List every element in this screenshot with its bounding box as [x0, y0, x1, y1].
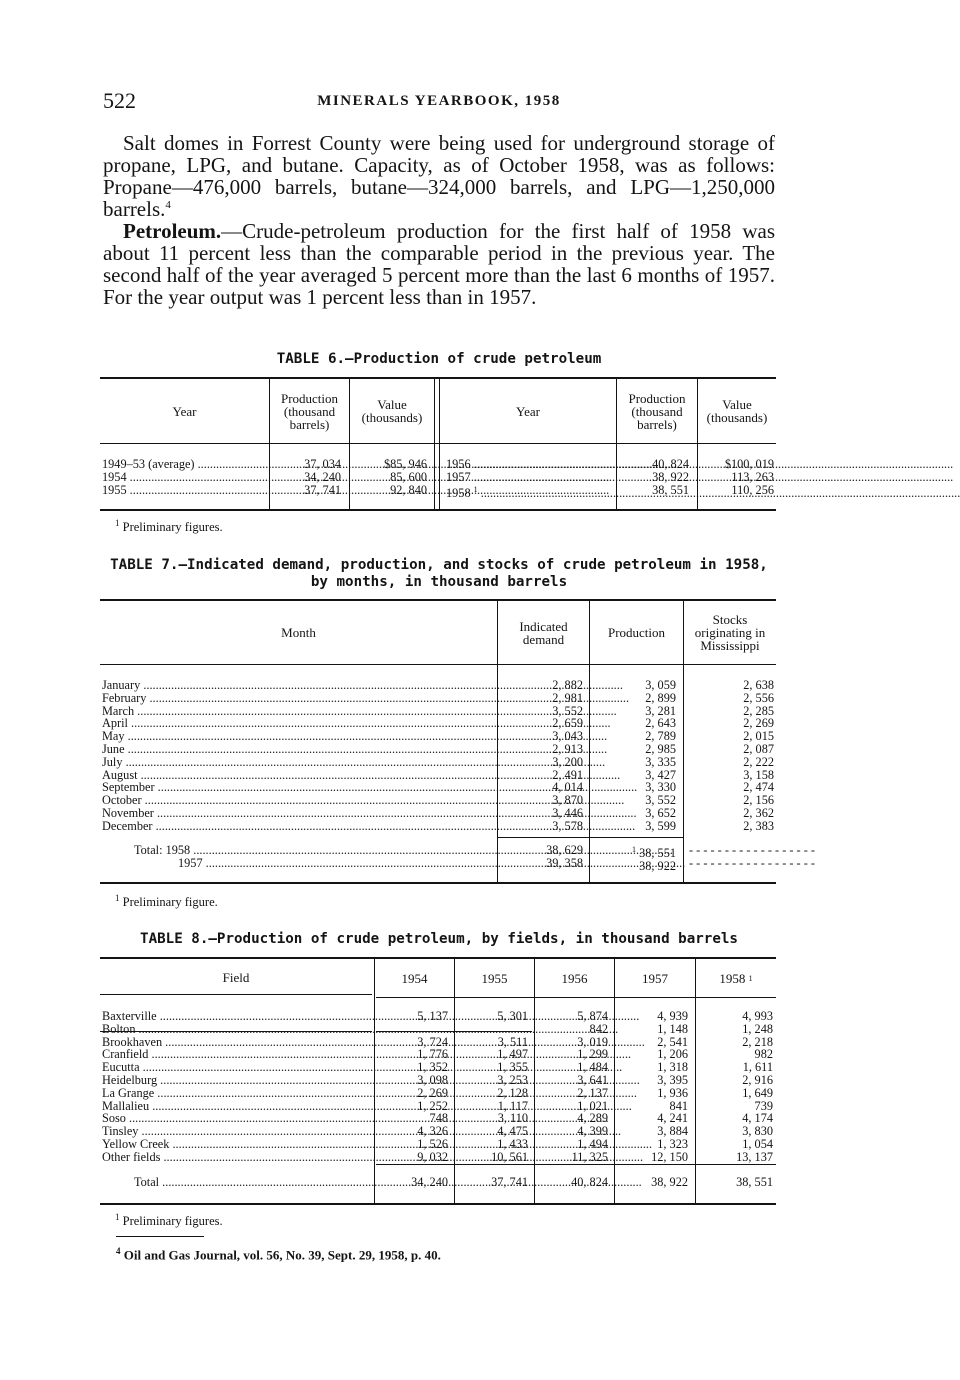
- table8-1955-list: [455, 1010, 528, 1164]
- table7-month-list: [102, 679, 492, 833]
- table7-caption-line2: by months, in thousand barrels: [310, 574, 568, 590]
- table-cell: 3, 158: [743, 767, 774, 782]
- table-cell: 3, 043: [552, 729, 583, 744]
- table-cell: 113, 263: [731, 469, 774, 484]
- table8-footnote-text: Preliminary figures.: [122, 1214, 223, 1229]
- table-cell: 2, 137: [577, 1085, 608, 1100]
- table-cell: 2, 285: [743, 703, 774, 718]
- table7-footnote: [115, 893, 218, 910]
- table-cell: 1, 148: [657, 1021, 688, 1036]
- table8-total-rule: [376, 1164, 776, 1165]
- table-cell-text: 38, 551: [639, 846, 676, 861]
- table-cell: 2, 128: [497, 1085, 528, 1100]
- footnote-mark: 4: [116, 1246, 121, 1256]
- table-cell: 1, 433: [497, 1136, 528, 1151]
- table-cell: 3, 446: [552, 805, 583, 820]
- table8-1954-list: [375, 1010, 448, 1164]
- table-row-label: Eucutta .....: [102, 1061, 370, 1074]
- table-cell: 1, 611: [742, 1060, 773, 1075]
- table-row-label: Soso .....: [102, 1112, 370, 1125]
- table-cell: 1, 776: [417, 1047, 448, 1062]
- table-row-label: La Grange .....: [102, 1087, 370, 1100]
- table-cell: 2, 643: [645, 716, 676, 731]
- running-head: [103, 88, 775, 114]
- table6-bottom-rule: [100, 509, 776, 511]
- table-cell: 3, 098: [417, 1072, 448, 1087]
- running-title: MINERALS YEARBOOK, 1958: [317, 93, 561, 109]
- table7-header-production: Production: [607, 625, 666, 640]
- table7-total-demand: [498, 844, 583, 870]
- table-row-label: Tinsley .....: [102, 1125, 370, 1138]
- table-cell: 92, 840: [390, 482, 427, 497]
- footnote-separator: [116, 1236, 204, 1237]
- table-row-label: Brookhaven .....: [102, 1036, 370, 1049]
- table-cell: 2, 087: [743, 741, 774, 756]
- table7-total-labels: [134, 844, 492, 870]
- table-cell: 2, 218: [742, 1034, 773, 1049]
- table8-caption: TABLE 8.—Production of crude petroleum, by fields, in thousand barrels: [140, 931, 738, 947]
- paragraph-petroleum-text: —Crude-petroleum production for the first half of 1958 was about 11 percent less than the comparable period in the previous year. The second half of the year averaged 5 percent more than the last 6 months of 1957. For the year output was 1 percent less than in 1957.: [103, 219, 775, 309]
- table-cell: 1, 117: [497, 1098, 528, 1113]
- table-cell: $85, 946: [383, 457, 427, 471]
- table-cell: 1, 054: [742, 1136, 773, 1151]
- table6-production-list-right: [617, 458, 689, 496]
- table7-header-stocks: Stocks originating in Mississippi: [694, 612, 766, 653]
- table-cell: 1, 352: [417, 1060, 448, 1075]
- table-cell: 2, 789: [645, 729, 676, 744]
- table-row-label: September .....: [102, 781, 492, 794]
- table-row-label: 1954 .....: [102, 471, 264, 484]
- table-cell: 2, 913: [552, 741, 583, 756]
- table-row-label: Cranfield .....: [102, 1048, 370, 1061]
- table-row-label: December .....: [102, 820, 492, 833]
- table8-1957-list: [615, 1010, 688, 1164]
- table-cell: 9, 032: [417, 1149, 448, 1164]
- table8-header-1958-text: 1958: [719, 970, 746, 986]
- table-cell: 3, 552: [645, 793, 676, 808]
- footnote-mark: 1: [115, 893, 120, 903]
- table-cell: 3, 870: [552, 793, 583, 808]
- table-cell: 37, 741: [491, 1175, 528, 1189]
- table6-header-production: Production (thousand barrels): [280, 390, 339, 432]
- table8-footnote: [115, 1212, 223, 1229]
- table-row-label: June .....: [102, 743, 492, 756]
- table6-header-year-right: Year: [516, 403, 540, 419]
- paragraph-salt-domes-text: Salt domes in Forrest County were being used for underground storage of propane, LPG, and butane. Capacity, as of October 1958, was as follows: Propane—476,000 barrels, butane—324,000 barrels, and LPG—1,250,000 barrels.: [103, 131, 775, 221]
- table-cell: 3, 395: [657, 1072, 688, 1087]
- table6-top-rule: [100, 377, 776, 379]
- table7-bottom-rule: [100, 882, 776, 884]
- table-cell: 110, 256: [731, 482, 774, 497]
- table-row-label: March .....: [102, 705, 492, 718]
- table-cell: 2, 638: [743, 678, 774, 692]
- table-row-label: August .....: [102, 769, 492, 782]
- table-row-label-text: 1958: [446, 485, 471, 500]
- table-cell: 2, 015: [743, 729, 774, 744]
- table-cell: 2, 916: [742, 1072, 773, 1087]
- table-cell: 2, 659: [552, 716, 583, 731]
- table-cell: 2, 269: [417, 1085, 448, 1100]
- table-cell: 4, 241: [657, 1111, 688, 1126]
- table-cell: 1, 526: [417, 1136, 448, 1151]
- table-row-label: February .....: [102, 692, 492, 705]
- paragraph-salt-domes: [103, 132, 775, 220]
- table-cell: 3, 019: [577, 1034, 608, 1049]
- table8-header-field: Field: [222, 969, 250, 985]
- table-cell: 1, 323: [657, 1136, 688, 1151]
- table-cell: 982: [754, 1047, 773, 1062]
- table-cell: 1, 021: [577, 1098, 608, 1113]
- table-cell: 38, 922: [652, 469, 689, 484]
- page-footnote: [116, 1246, 441, 1263]
- table-cell: 2, 362: [743, 805, 774, 820]
- table-cell: 3, 641: [577, 1072, 608, 1087]
- table8-total-1957: [615, 1176, 688, 1189]
- table-cell: 3, 830: [742, 1124, 773, 1139]
- table-cell: 5, 301: [497, 1009, 528, 1023]
- table-cell: 3, 253: [497, 1072, 528, 1087]
- table-cell: 1, 497: [497, 1047, 528, 1062]
- table-cell: [375, 1023, 448, 1036]
- table-cell: 38, 629: [546, 843, 583, 857]
- table-cell: 3, 335: [645, 754, 676, 769]
- footnote-ref-1: 1: [632, 845, 637, 854]
- table8-header-1956: 1956: [561, 970, 588, 986]
- table-cell: 4, 475: [497, 1124, 528, 1139]
- table-cell: 38, 922: [651, 1175, 688, 1189]
- table7-header-demand: Indicated demand: [519, 618, 568, 647]
- table-cell: 34, 240: [304, 469, 341, 484]
- table-cell: 3, 884: [657, 1124, 688, 1139]
- table-cell: 40, 824: [652, 457, 689, 471]
- footnote-ref-1: 1: [473, 484, 478, 494]
- table8-1958-list: [696, 1010, 773, 1164]
- table-cell: 13, 137: [736, 1149, 773, 1164]
- table-cell: 3, 200: [552, 754, 583, 769]
- table6-year-list-right: [446, 458, 612, 499]
- table8-header-1955: 1955: [481, 970, 508, 986]
- table6-footnote: [115, 518, 223, 535]
- table-cell: 2, 981: [552, 690, 583, 705]
- table-cell: 12, 150: [651, 1149, 688, 1164]
- table-cell: 10, 561: [491, 1149, 528, 1164]
- table-cell: 1, 355: [497, 1060, 528, 1075]
- table-cell: 2, 985: [645, 741, 676, 756]
- table6-header-value-right: Value (thousands): [706, 397, 768, 425]
- table-cell: 3, 724: [417, 1034, 448, 1049]
- table-cell: - - - - - - - - - - - - - - - - - -: [689, 855, 815, 870]
- table-cell: 3, 552: [552, 703, 583, 718]
- table-cell: 38, 922: [639, 858, 676, 873]
- table-row-label: Heidelburg .....: [102, 1074, 370, 1087]
- table7-total-production: [590, 844, 676, 873]
- table-cell: 85, 600: [390, 469, 427, 484]
- table-row-label: 1957 .....: [134, 857, 492, 870]
- table-cell: $100, 019: [724, 457, 774, 471]
- table6-footnote-text: Preliminary figures.: [122, 520, 223, 535]
- footnote-ref-4: 4: [165, 199, 171, 211]
- table-row-label: Bolton .....: [102, 1023, 370, 1036]
- table6-value-list-right: [698, 458, 774, 496]
- table-cell: 4, 399: [577, 1124, 608, 1139]
- table8-total-1956: [535, 1176, 608, 1189]
- table-cell: 4, 174: [742, 1111, 773, 1126]
- table-cell: 4, 014: [552, 780, 583, 795]
- table-cell: 1, 494: [577, 1136, 608, 1151]
- table-row-label: Other fields .....: [102, 1151, 370, 1164]
- table-cell: 3, 427: [645, 767, 676, 782]
- table7-caption-line1: TABLE 7.—Indicated demand, production, and stocks of crude petroleum in 1958,: [110, 557, 768, 573]
- table6-value-list: [350, 458, 427, 496]
- table7-header-rule: [100, 664, 776, 665]
- petroleum-run-in-heading: Petroleum.: [123, 219, 222, 243]
- table-row-label: 1956 .....: [446, 458, 612, 471]
- table8-field-list: [102, 1010, 370, 1164]
- table-cell: 3, 330: [645, 780, 676, 795]
- table-cell: 2, 491: [552, 767, 583, 782]
- table6-year-list: [102, 458, 264, 496]
- table8-1956-list: [535, 1010, 608, 1164]
- table-cell: 3, 059: [645, 678, 676, 692]
- table-cell: 1, 299: [577, 1047, 608, 1062]
- table7-header-month: Month: [281, 625, 316, 640]
- table-cell: 2, 541: [657, 1034, 688, 1049]
- table-cell: - - - - - - - - - - - - - - - - - -: [689, 843, 815, 857]
- table-cell: 5, 874: [577, 1009, 608, 1023]
- table-row-label: 1957 .....: [446, 471, 612, 484]
- table-cell: 39, 358: [546, 855, 583, 870]
- table-cell: 38, 551: [652, 482, 689, 497]
- table-cell: 3, 578: [552, 818, 583, 833]
- table-cell: [590, 844, 676, 860]
- table-cell: 4, 289: [577, 1111, 608, 1126]
- body-paragraphs: [103, 132, 775, 308]
- footnote-ref-1: 1: [748, 973, 753, 983]
- table-row-label: Mallalieu .....: [102, 1100, 370, 1113]
- table-row-label: 1955 .....: [102, 484, 264, 497]
- table-row-label: [446, 484, 612, 500]
- table-row-label: July .....: [102, 756, 492, 769]
- table7-stocks-list: [684, 679, 774, 833]
- table-cell: 1, 484: [577, 1060, 608, 1075]
- table-cell: 1, 936: [657, 1085, 688, 1100]
- table6-header-value: Value (thousands): [361, 397, 423, 425]
- table7-demand-list: [498, 679, 583, 833]
- table-cell: [455, 1023, 528, 1036]
- table-cell: 5, 137: [417, 1009, 448, 1023]
- table-cell: 3, 110: [497, 1111, 528, 1126]
- paragraph-petroleum: [103, 220, 775, 308]
- table-cell: 2, 222: [743, 754, 774, 769]
- table6-header-rule: [100, 443, 776, 444]
- table8-bottom-rule: [100, 1203, 776, 1205]
- table-row-label: January .....: [102, 679, 492, 692]
- table-row-label: October .....: [102, 794, 492, 807]
- table-row-label: May .....: [102, 730, 492, 743]
- table-cell: 2, 474: [743, 780, 774, 795]
- footnote-mark: 1: [115, 1212, 120, 1222]
- table8-header-rule-stub: [100, 994, 372, 995]
- table-cell: 4, 993: [742, 1009, 773, 1023]
- table-cell: 40, 824: [571, 1175, 608, 1189]
- table-cell: 1, 318: [657, 1060, 688, 1075]
- table-row-label: Baxterville .....: [102, 1010, 370, 1023]
- table-cell: 3, 599: [645, 818, 676, 833]
- table7-top-rule: [100, 599, 776, 601]
- table8-total-1954: [375, 1176, 448, 1189]
- table-cell: 3, 281: [645, 703, 676, 718]
- table6-header-production-right: Production (thousand barrels): [628, 390, 686, 432]
- table-cell: 748: [429, 1111, 448, 1126]
- table8-total-1955: [455, 1176, 528, 1189]
- table-cell: 4, 326: [417, 1124, 448, 1139]
- table-row-label: 1949–53 (average) .....: [102, 458, 264, 471]
- table-cell: 3, 511: [497, 1034, 528, 1049]
- table-cell: 2, 156: [743, 793, 774, 808]
- page-footnote-text: Oil and Gas Journal, vol. 56, No. 39, Sept. 29, 1958, p. 40.: [123, 1247, 441, 1263]
- table-cell: 841: [669, 1098, 688, 1113]
- table-cell: 34, 240: [411, 1175, 448, 1189]
- table8-total-1958: [696, 1176, 773, 1189]
- table-cell: 37, 741: [304, 482, 341, 497]
- table7-footnote-text: Preliminary figure.: [122, 895, 218, 910]
- table-cell: 2, 383: [743, 818, 774, 833]
- table6-header-year: Year: [172, 403, 197, 419]
- table8-header-rule: [376, 997, 776, 998]
- footnote-mark: 1: [115, 518, 120, 528]
- table-cell: 1, 206: [657, 1047, 688, 1062]
- table8-total-label: [134, 1176, 370, 1189]
- table-cell: 2, 882: [552, 678, 583, 692]
- table6-caption: TABLE 6.—Production of crude petroleum: [276, 351, 602, 367]
- table-cell: 2, 556: [743, 690, 774, 705]
- table7-total-rule: [498, 837, 683, 838]
- table8-header-1958: [696, 962, 776, 994]
- table8-header-1954: 1954: [401, 970, 428, 986]
- table-cell: 37, 034: [304, 457, 341, 471]
- table-cell: 3, 652: [645, 805, 676, 820]
- page-number: 522: [103, 88, 136, 113]
- table-cell: 1, 649: [742, 1085, 773, 1100]
- table-cell: 11, 325: [571, 1149, 608, 1164]
- table-cell: 1, 252: [417, 1098, 448, 1113]
- table-cell: 2, 899: [645, 690, 676, 705]
- table-row-label: Total: 1958 .....: [134, 844, 492, 857]
- table-row-label: Total .....: [134, 1176, 370, 1189]
- table6-production-list: [270, 458, 341, 496]
- table-cell: 1, 248: [742, 1021, 773, 1036]
- table-cell: 38, 551: [736, 1175, 773, 1189]
- table-cell: 4, 939: [657, 1009, 688, 1023]
- table-row-label: November .....: [102, 807, 492, 820]
- table8-header-1957: 1957: [642, 970, 668, 986]
- table-cell: 2, 269: [743, 716, 774, 731]
- table8-top-rule: [100, 957, 776, 959]
- table7-total-stocks: [689, 843, 815, 870]
- table-cell: 739: [754, 1098, 773, 1113]
- table-row-label: April .....: [102, 717, 492, 730]
- table7-production-list: [590, 679, 676, 833]
- table-row-label: Yellow Creek .....: [102, 1138, 370, 1151]
- table-cell: 842: [589, 1021, 608, 1036]
